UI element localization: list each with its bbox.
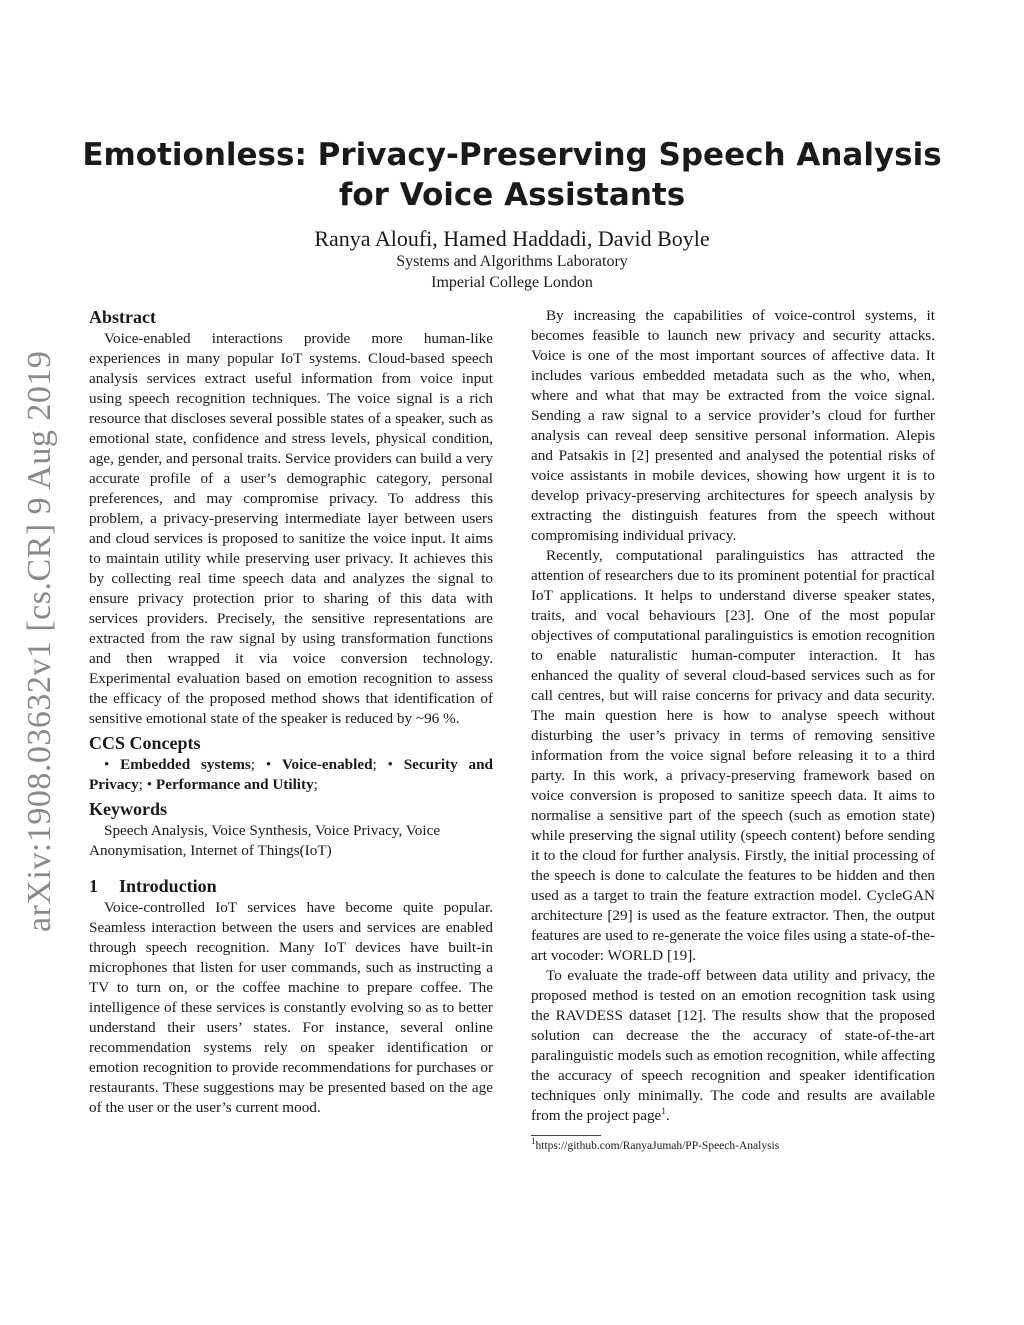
ccs-item: Performance and Utility: [155, 776, 314, 793]
right-column: [531, 306, 935, 1154]
author-list: Ranya Aloufi, Hamed Haddadi, David Boyle: [314, 226, 710, 251]
intro-paragraph-1: Voice-controlled IoT services have become quite popular. Seamless interaction between the users and services are enabled through speech recognition. Many IoT devices have built-in microphones that listen for user commands, such as instructing a TV to turn on, or the coffee machine to prepare coffee. The intelligence of these services is constantly evolving so as to better understand their users’ states. For instance, several online recommendation systems rely on speaker identification or emotion recognition to provide recommendations for purchases or restaurants. These suggestions may be presented based on the age of the user or the user’s current mood.: [89, 899, 493, 1116]
section-heading-introduction: [89, 875, 493, 897]
affiliation-college: Imperial College London: [431, 274, 593, 291]
intro-paragraph-4-text: To evaluate the trade-off between data utility and privacy, the proposed method is tested on an emotion recognition task using the RAVDESS dataset [12]. The results show that the proposed solution can decrease the the accuracy of state-of-the-art paralinguistic models such as emotion recognition, while affecting the accuracy of speech recognition and speaker identification techniques only minimally. The code and results are available from the project page: [531, 967, 935, 1124]
left-column: [89, 306, 493, 1118]
paper-title: Emotionless: Privacy-Preserving Speech Analysis for Voice Assistants: [82, 137, 942, 213]
ccs-separator: ;: [313, 776, 318, 793]
intro-paragraph-4-end: .: [665, 1107, 670, 1124]
ccs-separator: ;: [138, 776, 143, 793]
ccs-separator: ;: [250, 756, 256, 773]
footnote-number: 1: [531, 1136, 536, 1147]
keywords-heading: Keywords: [89, 799, 167, 819]
intro-paragraph-2: By increasing the capabilities of voice-control systems, it becomes feasible to launch new privacy and security attacks. Voice is one of the most important sources of affective data. It includes various embedded metadata such as the who, when, where and what that may be extracted from the voice signal. Sending a raw signal to a service provider’s cloud for further analysis can reveal deep sensitive personal information. Alepis and Patsakis in [2] presented and analysed the potential risks of voice assistants in mobile devices, showing how urgent it is to develop privacy-preserving architectures for speech analysis by extracting the distinguish features from the speech without compromising individual privacy.: [531, 307, 935, 544]
ccs-item: Voice-enabled: [281, 756, 373, 773]
arxiv-identifier-stamp: arXiv:1908.03632v1 [cs.CR] 9 Aug 2019: [21, 350, 58, 932]
abstract-heading: Abstract: [89, 307, 156, 327]
footnote-marker[interactable]: 1: [661, 1105, 666, 1116]
ccs-bullet: •: [387, 756, 393, 773]
footnote-url[interactable]: https://github.com/RanyaJumah/PP-Speech-Analysis: [535, 1140, 780, 1152]
ccs-concepts: [89, 755, 493, 795]
abstract-body: Voice-enabled interactions provide more human-like experiences in many popular IoT systems. Cloud-based speech analysis services extract useful information from voice input using speech recognition techniques. The voice signal is a rich resource that discloses several possible states of a speaker, such as emotional state, confidence and stress levels, physical condition, age, gender, and personal traits. Service providers can build a very accurate profile of a user’s demographic category, personal preferences, and may compromise privacy. To address this problem, a privacy-preserving intermediate layer between users and cloud services is proposed to sanitize the voice input. It aims to maintain utility while preserving user privacy. It achieves this by collecting real time speech data and analyzes the signal to ensure privacy protection prior to sharing of this data with services providers. Precisely, the sensitive representations are extracted from the raw signal by using transformation functions and then wrapped it via voice conversion technology. Experimental evaluation based on emotion recognition to assess the efficacy of the proposed method shows that identification of sensitive emotional state of the speaker is reduced by ~96 %.: [89, 330, 493, 727]
ccs-bullet: •: [265, 756, 272, 773]
keywords-body: Speech Analysis, Voice Synthesis, Voice Privacy, Voice Anonymisation, Internet of Things(IoT): [89, 822, 441, 859]
footnote: [531, 1136, 935, 1154]
intro-paragraph-3: Recently, computational paralinguistics has attracted the attention of researchers due to its prominent potential for practical IoT applications. It helps to understand diverse speaker states, traits, and vocal behaviours [23]. One of the most popular objectives of computational paralinguistics is emotion recognition to enable naturalistic human-computer interaction. It has enhanced the quality of several cloud-based services such as for call centres, but will raise concerns for privacy and data security. The main question here is how to analyse speech without disturbing the user’s privacy in terms of removing sensitive information from the voice signal before releasing it to a third party. In this work, a privacy-preserving framework based on voice conversion is proposed to sanitize speech data. It aims to normalise a sensitive part of the speech (such as emotion state) while preserving the signal utility (speech content) before sending it to the cloud for further analysis. Firstly, the initial processing of the speech is done to calculate the features to be hidden and then used as a target to train the feature extraction model. CycleGAN architecture [29] is used as the feature extractor. Then, the output features are used to re-generate the voice files using a state-of-the-art vocoder: WORLD [19].: [531, 547, 935, 964]
ccs-heading: CCS Concepts: [89, 733, 201, 753]
ccs-bullet: •: [104, 756, 110, 773]
section-title: Introduction: [119, 876, 217, 896]
intro-paragraph-4: [531, 966, 935, 1126]
ccs-item: Security and Privacy: [89, 756, 494, 793]
ccs-bullet: •: [146, 776, 153, 793]
ccs-item: Embedded systems: [120, 756, 251, 773]
section-number: 1: [89, 876, 98, 896]
affiliation-lab: Systems and Algorithms Laboratory: [396, 253, 628, 270]
footnote-divider: [531, 1135, 601, 1136]
ccs-separator: ;: [372, 756, 377, 773]
